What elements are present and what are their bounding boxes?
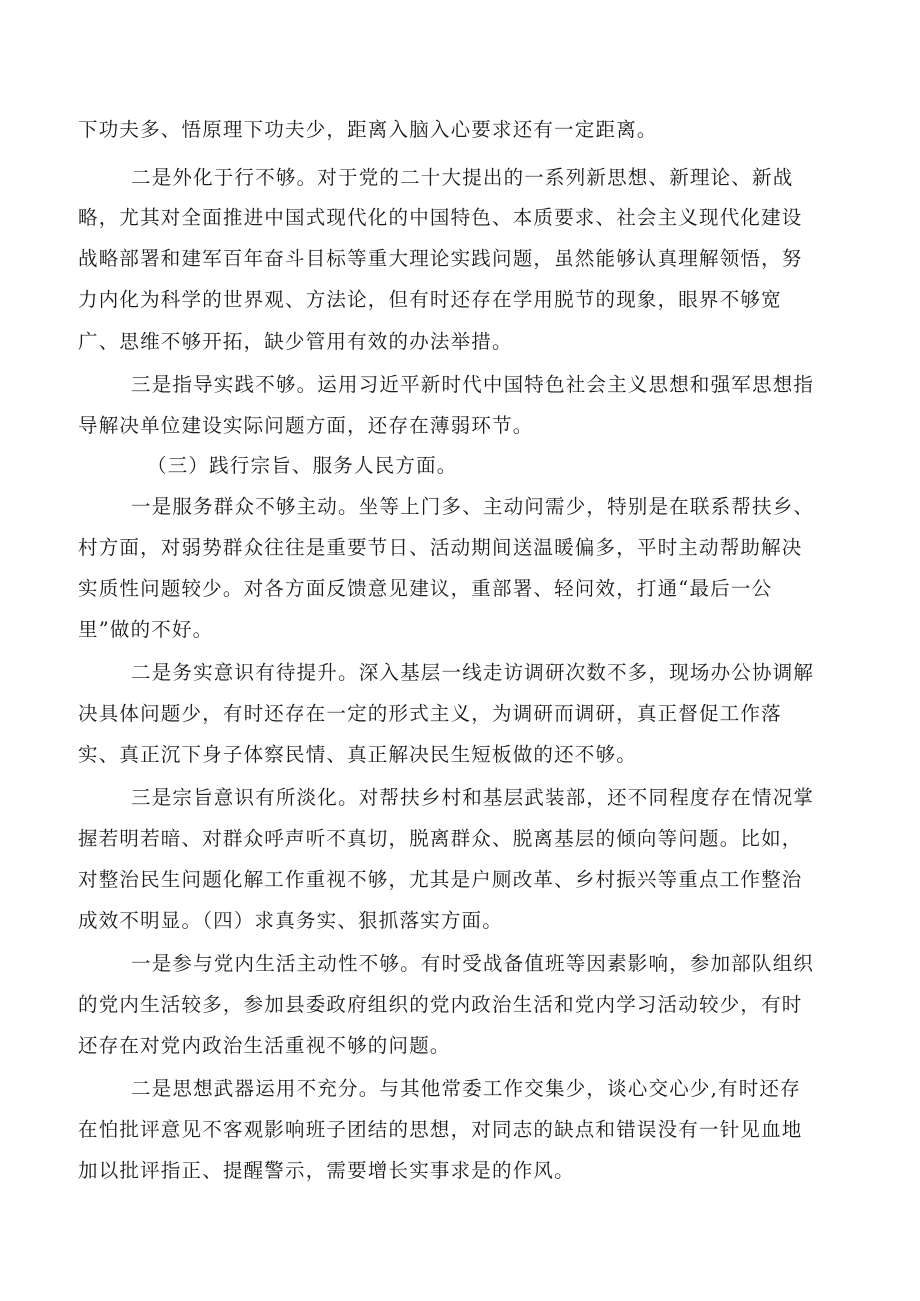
text-line: 导解决单位建设实际问题方面，还存在薄弱环节。 <box>78 414 534 437</box>
text-line: 对整治民生问题化解工作重视不够，尤其是户厕改革、乡村振兴等重点工作整治 <box>78 868 803 891</box>
text-line: 三是宗旨意识有所淡化。对帮扶乡村和基层武装部，还不同程度存在情况掌 <box>131 786 815 809</box>
text-line: 握若明若暗、对群众呼声听不真切，脱离群众、脱离基层的倾向等问题。比如， <box>78 827 803 850</box>
text-line: 实、真正沉下身子体察民情、真正解决民生短板做的还不够。 <box>78 743 637 766</box>
section-heading: （三）践行宗旨、服务人民方面。 <box>147 454 458 477</box>
text-line: 实质性问题较少。对各方面反馈意见建议，重部署、轻问效，打通“最后一公 <box>78 577 773 600</box>
text-line: 一是服务群众不够主动。坐等上门多、主动问需少，特别是在联系帮扶乡、 <box>131 495 815 518</box>
text-line: 力内化为科学的世界观、方法论，但有时还存在学用脱节的现象，眼界不够宽 <box>78 288 782 311</box>
text-line: 略，尤其对全面推进中国式现代化的中国特色、本质要求、社会主义现代化建设 <box>78 206 803 229</box>
text-line: 下功夫多、悟原理下功夫少，距离入脑入心要求还有一定距离。 <box>78 118 658 141</box>
text-line: 还存在对党内政治生活重视不够的问题。 <box>78 1034 451 1057</box>
text-line: 一是参与党内生活主动性不够。有时受战备值班等因素影响，参加部队组织 <box>131 952 815 975</box>
text-line: 二是务实意识有待提升。深入基层一线走访调研次数不多，现场办公协调解 <box>131 661 815 684</box>
text-line: 在怕批评意见不客观影响班子团结的思想，对同志的缺点和错误没有一针见血地 <box>78 1118 803 1141</box>
text-line: 决具体问题少，有时还存在一定的形式主义，为调研而调研，真正督促工作落 <box>78 702 782 725</box>
text-line: 二是思想武器运用不充分。与其他常委工作交集少，谈心交心少,有时还存 <box>131 1077 801 1100</box>
text-line: 三是指导实践不够。运用习近平新时代中国特色社会主义思想和强军思想指 <box>131 373 815 396</box>
text-line: 成效不明显。（四）求真务实、狠抓落实方面。 <box>78 909 503 932</box>
text-line: 二是外化于行不够。对于党的二十大提出的一系列新思想、新理论、新战 <box>131 166 794 189</box>
text-line: 广、思维不够开拓，缺少管用有效的办法举措。 <box>78 330 513 353</box>
text-line: 加以批评指正、提醒警示，需要增长实事求是的作风。 <box>78 1159 575 1182</box>
text-line: 的党内生活较多，参加县委政府组织的党内政治生活和党内学习活动较少，有时 <box>78 993 803 1016</box>
text-line: 战略部署和建军百年奋斗目标等重大理论实践问题，虽然能够认真理解领悟，努 <box>78 247 803 270</box>
text-line: 里”做的不好。 <box>78 618 214 641</box>
text-line: 村方面，对弱势群众往往是重要节日、活动期间送温暖偏多，平时主动帮助解决 <box>78 536 803 559</box>
